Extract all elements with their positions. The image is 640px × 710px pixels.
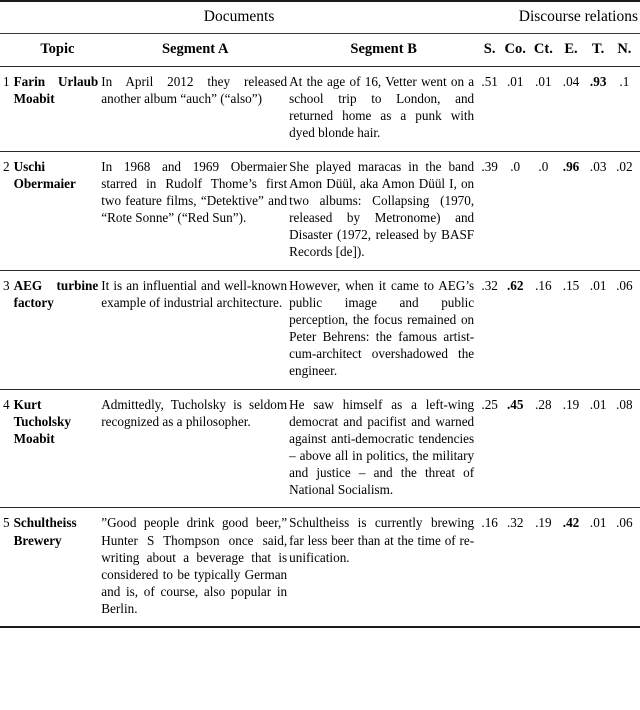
column-header-row [0, 34, 640, 67]
row-score-co: .45 [506, 396, 524, 412]
table-header [0, 1, 640, 67]
row-score-n: .02 [616, 158, 633, 174]
row-score-t: .03 [589, 158, 607, 174]
row-score-n: .06 [616, 515, 633, 531]
table-body [0, 67, 640, 628]
row-score-co: .0 [510, 158, 521, 174]
row-score-ct: .0 [538, 158, 549, 174]
row-score-e: .96 [562, 158, 580, 174]
row-score-e: .04 [562, 74, 580, 89]
row-score-t: .01 [589, 515, 607, 531]
column-header-segment-a: Segment A [161, 41, 229, 57]
row-index: 3 [2, 277, 10, 293]
table-row [0, 151, 640, 270]
row-score-s: .32 [481, 277, 498, 293]
row-segment-a: In April 2012 they released another album “auch” (“also”) [101, 74, 288, 107]
row-segment-a: It is an influential and well-known example of industrial architecture. [101, 277, 288, 310]
group-header-row [0, 1, 640, 34]
row-topic: Farin Urlaub Moabit [13, 74, 99, 107]
column-header-co: Co. [504, 41, 526, 57]
table-footer-rule [0, 627, 640, 628]
bottom-rule-cell [0, 627, 640, 628]
row-segment-b: Schultheiss is currently brewing far less beer than at the time of re-unification. [289, 515, 475, 565]
row-score-s: .16 [481, 515, 498, 531]
row-topic: Schultheiss Brewery [13, 515, 77, 548]
row-score-co: .62 [506, 277, 524, 293]
row-index: 5 [2, 515, 10, 531]
column-header-s: S. [483, 41, 496, 57]
row-index: 1 [2, 74, 10, 89]
table-row [0, 270, 640, 389]
row-index: 4 [2, 396, 10, 412]
row-score-e: .15 [562, 277, 580, 293]
row-score-e: .19 [562, 396, 580, 412]
row-segment-a: ”Good people drink good beer,” Hunter S Thompson once said, writing about a beverage that is considered to be typically German and is, of course, also popular in Berlin. [101, 515, 288, 617]
row-score-ct: .28 [535, 396, 552, 412]
row-segment-b: However, when it came to AEG’s public image and public perception, the focus remained on Peter Behrens: the famous artist-cum-architect overshadowed the engineer. [289, 277, 475, 379]
row-score-e: .42 [562, 515, 580, 531]
column-header-segment-b: Segment B [350, 41, 417, 57]
group-header-discourse-relations: Discourse relations [518, 8, 638, 25]
row-score-n: .06 [616, 277, 633, 293]
row-topic: Uschi Obermaier [13, 158, 76, 191]
row-segment-a: Admittedly, Tucholsky is seldom recognized as a philosopher. [101, 396, 288, 429]
table-row [0, 508, 640, 627]
group-header-documents: Documents [203, 8, 275, 25]
column-header-n: N. [617, 41, 632, 57]
table-row [0, 67, 640, 152]
row-score-ct: .01 [535, 74, 552, 89]
row-score-t: .01 [589, 277, 607, 293]
row-score-s: .51 [481, 74, 498, 89]
row-score-s: .39 [481, 158, 498, 174]
row-segment-b: He saw himself as a left-wing democrat and pacifist and warned against anti-democratic tendencies – above all in politics, the military and justice – and the threat of National Socialism. [289, 396, 475, 498]
row-score-s: .25 [481, 396, 498, 412]
row-score-t: .93 [589, 74, 607, 89]
column-header-index [0, 34, 14, 67]
row-topic: AEG turbine factory [13, 277, 99, 310]
row-score-n: .1 [619, 74, 630, 89]
row-score-n: .08 [616, 396, 633, 412]
row-topic: Kurt Tucholsky Moabit [13, 396, 71, 446]
bottom-rule [0, 627, 640, 628]
row-score-co: .32 [506, 515, 524, 531]
row-segment-b: At the age of 16, Vetter went on a school trip to London, and returned home as a punk with dyed blonde hair. [289, 74, 475, 141]
column-header-topic: Topic [40, 41, 75, 57]
row-segment-b: She played maracas in the band Amon Düül, aka Amon Düül I, on two albums: Collapsing (1970, released by Metronome) and Disaster (1972, released by BASF Records [de]). [289, 158, 475, 260]
row-index: 2 [2, 158, 10, 174]
row-score-t: .01 [589, 396, 607, 412]
row-segment-a: In 1968 and 1969 Obermaier starred in Rudolf Thome’s first two feature films, “Detektive” and “Rote Sonne” (“Red Sun”). [101, 158, 288, 226]
column-header-e: E. [564, 41, 578, 57]
column-header-ct: Ct. [533, 41, 553, 57]
row-score-ct: .16 [535, 277, 552, 293]
row-score-ct: .19 [535, 515, 552, 531]
column-header-t: T. [592, 41, 605, 57]
row-score-co: .01 [506, 74, 524, 89]
table-row [0, 389, 640, 508]
